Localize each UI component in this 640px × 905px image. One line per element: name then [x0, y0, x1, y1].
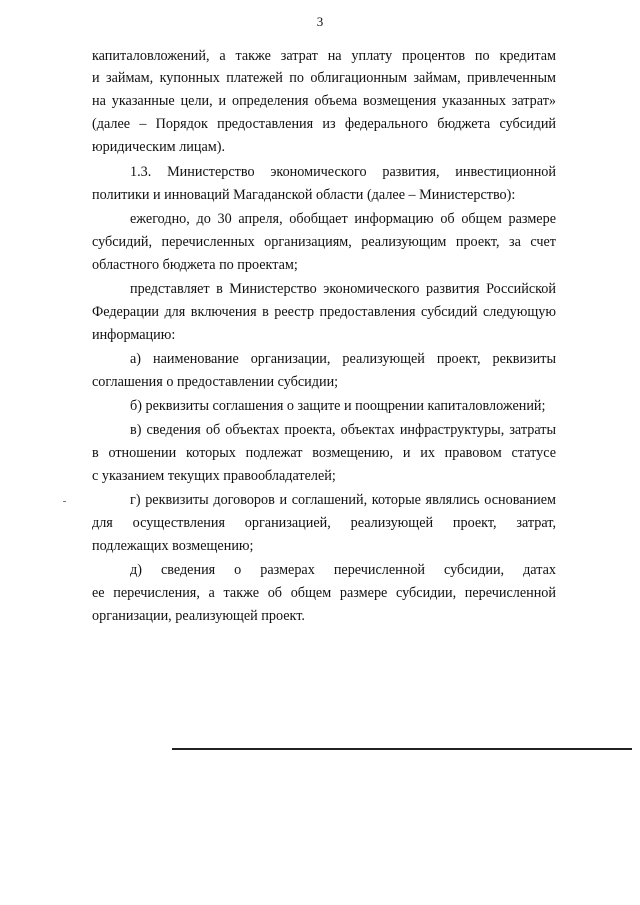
paragraph-line: подлежащих возмещению; — [92, 538, 254, 554]
paragraph-line: информацию: — [92, 327, 176, 343]
paragraph-line: на указанные цели, и определения объема возмещения указанных затрат» — [92, 93, 556, 109]
page-number: 3 — [316, 14, 324, 29]
paragraph-line: в) сведения об объектах проекта, объектах инфраструктуры, затраты — [130, 422, 556, 438]
paragraph-line: в отношении которых подлежат возмещению, и их правовом статусе — [92, 445, 556, 461]
paragraph-line: областного бюджета по проектам; — [92, 257, 298, 273]
paragraph-line: с указанием текущих правообладателей; — [92, 468, 336, 484]
paragraph-line: 1.3. Министерство экономического развития, инвестиционной — [130, 164, 556, 180]
scan-speck — [63, 501, 66, 502]
paragraph-line: политики и инноваций Магаданской области (далее – Министерство): — [92, 187, 516, 203]
paragraph-line: и займам, купонных платежей по облигационным займам, привлеченным — [92, 70, 556, 86]
paragraph-line: организации, реализующей проект. — [92, 608, 305, 624]
separator-rule — [172, 748, 632, 750]
paragraph-line: г) реквизиты договоров и соглашений, которые являлись основанием — [130, 492, 556, 508]
paragraph-line: б) реквизиты соглашения о защите и поощрении капиталовложений; — [130, 398, 546, 414]
paragraph-line: соглашения о предоставлении субсидии; — [92, 374, 339, 390]
paragraph-line: капиталовложений, а также затрат на уплату процентов по кредитам — [92, 48, 556, 64]
paragraph-line: (далее – Порядок предоставления из федерального бюджета субсидий — [92, 116, 556, 132]
paragraph-line: а) наименование организации, реализующей проект, реквизиты — [130, 351, 556, 367]
paragraph-line: д) сведения о размерах перечисленной субсидии, датах — [130, 562, 556, 578]
paragraph-line: ежегодно, до 30 апреля, обобщает информацию об общем размере — [130, 211, 556, 227]
paragraph-line: представляет в Министерство экономического развития Российской — [130, 281, 556, 297]
paragraph-line: ее перечисления, а также об общем размере субсидии, перечисленной — [92, 585, 556, 601]
paragraph-line: Федерации для включения в реестр предоставления субсидий следующую — [92, 304, 556, 320]
paragraph-line: юридическим лицам). — [92, 139, 226, 155]
paragraph-line: для осуществления организацией, реализующей проект, затрат, — [92, 515, 556, 531]
paragraph-line: субсидий, перечисленных организациям, реализующим проект, за счет — [92, 234, 556, 250]
